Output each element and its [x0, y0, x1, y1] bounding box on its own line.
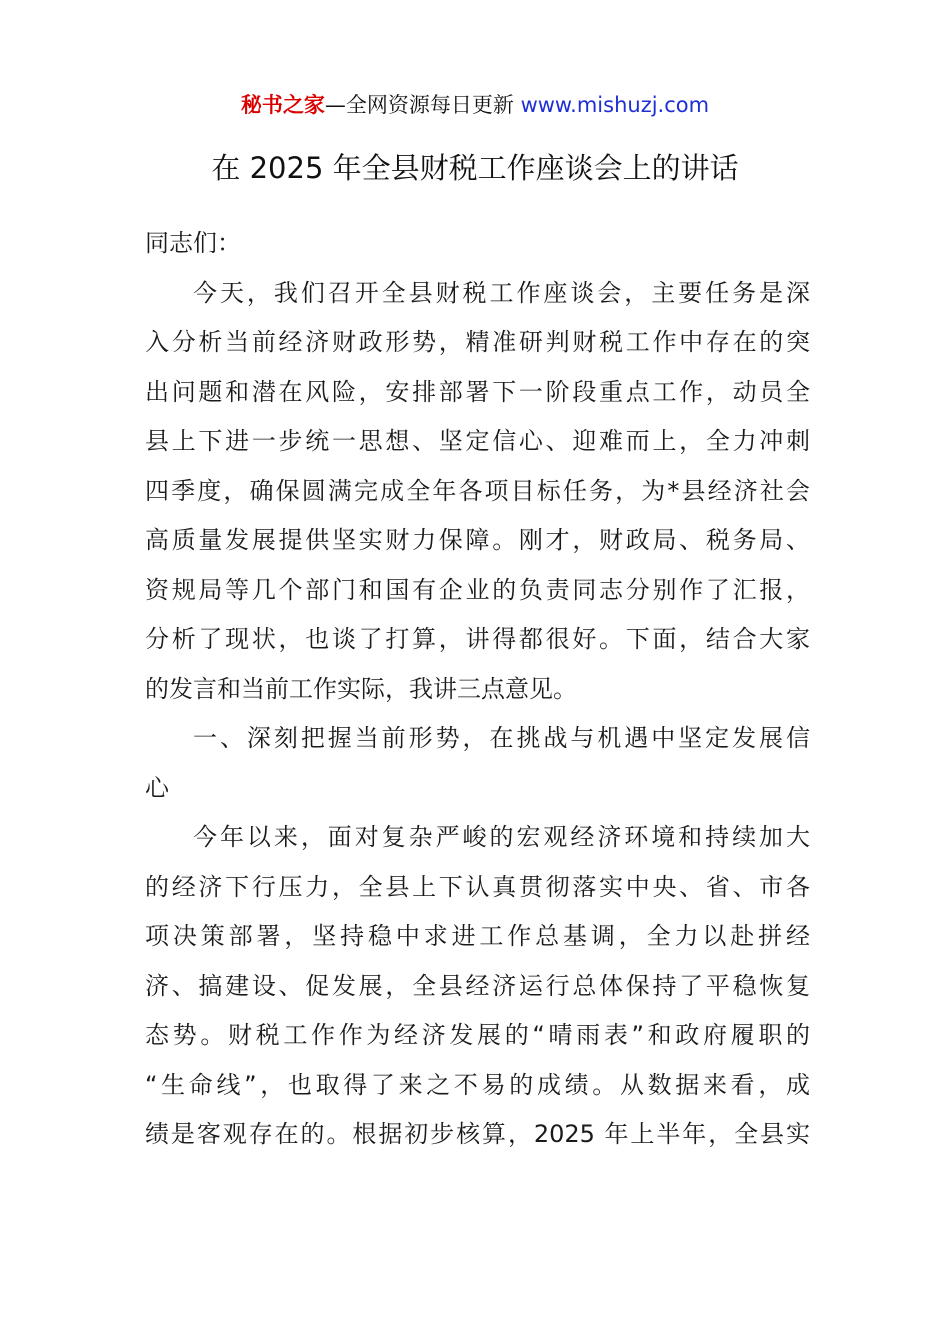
- paragraph-line: 济、搞建设、促发展，全县经济运行总体保持了平稳恢复: [145, 971, 810, 1000]
- document-body: [145, 219, 810, 1160]
- paragraph-line: 态势。财税工作作为经济发展的“晴雨表”和政府履职的: [145, 1021, 810, 1049]
- paragraph-line: 分析了现状，也谈了打算，讲得都很好。下面，结合大家: [145, 625, 810, 653]
- paragraph-line: 高质量发展提供坚实财力保障。刚才，财政局、税务局、: [145, 526, 810, 554]
- paragraph-line: “生命线”，也取得了来之不易的成绩。从数据来看，成: [145, 1070, 810, 1099]
- salutation: 同志们：: [145, 229, 241, 257]
- header-tagline: —全网资源每日更新: [324, 93, 514, 117]
- paragraph-line: 出问题和潜在风险，安排部署下一阶段重点工作，动员全: [145, 377, 810, 406]
- brand-name: 秘书之家: [240, 93, 325, 117]
- paragraph-line: 绩是客观存在的。根据初步核算，2025 年上半年，全县实: [145, 1120, 810, 1148]
- paragraph-line: 四季度，确保圆满完成全年各项目标任务，为*县经济社会: [145, 476, 810, 505]
- section-heading-line: 心: [145, 773, 169, 802]
- paragraph-line: 的发言和当前工作实际，我讲三点意见。: [145, 674, 577, 703]
- paragraph-line: 县上下进一步统一思想、坚定信心、迎难而上，全力冲刺: [145, 427, 810, 455]
- paragraph-line: 入分析当前经济财政形势，精准研判财税工作中存在的突: [145, 328, 810, 356]
- paragraph-line: 项决策部署，坚持稳中求进工作总基调，全力以赴拼经: [145, 922, 810, 950]
- paragraph-line: 今天，我们召开全县财税工作座谈会，主要任务是深: [193, 278, 810, 307]
- section-heading-line: 一、深刻把握当前形势，在挑战与机遇中坚定发展信: [193, 724, 810, 752]
- site-url-link[interactable]: www.mishuzj.com: [520, 93, 710, 117]
- site-header: [0, 88, 950, 122]
- paragraph-line: 的经济下行压力，全县上下认真贯彻落实中央、省、市各: [145, 872, 810, 901]
- paragraph-line: 资规局等几个部门和国有企业的负责同志分别作了汇报，: [145, 575, 810, 604]
- paragraph-line: 今年以来，面对复杂严峻的宏观经济环境和持续加大: [193, 823, 810, 851]
- document-title: 在 2025 年全县财税工作座谈会上的讲话: [211, 151, 739, 185]
